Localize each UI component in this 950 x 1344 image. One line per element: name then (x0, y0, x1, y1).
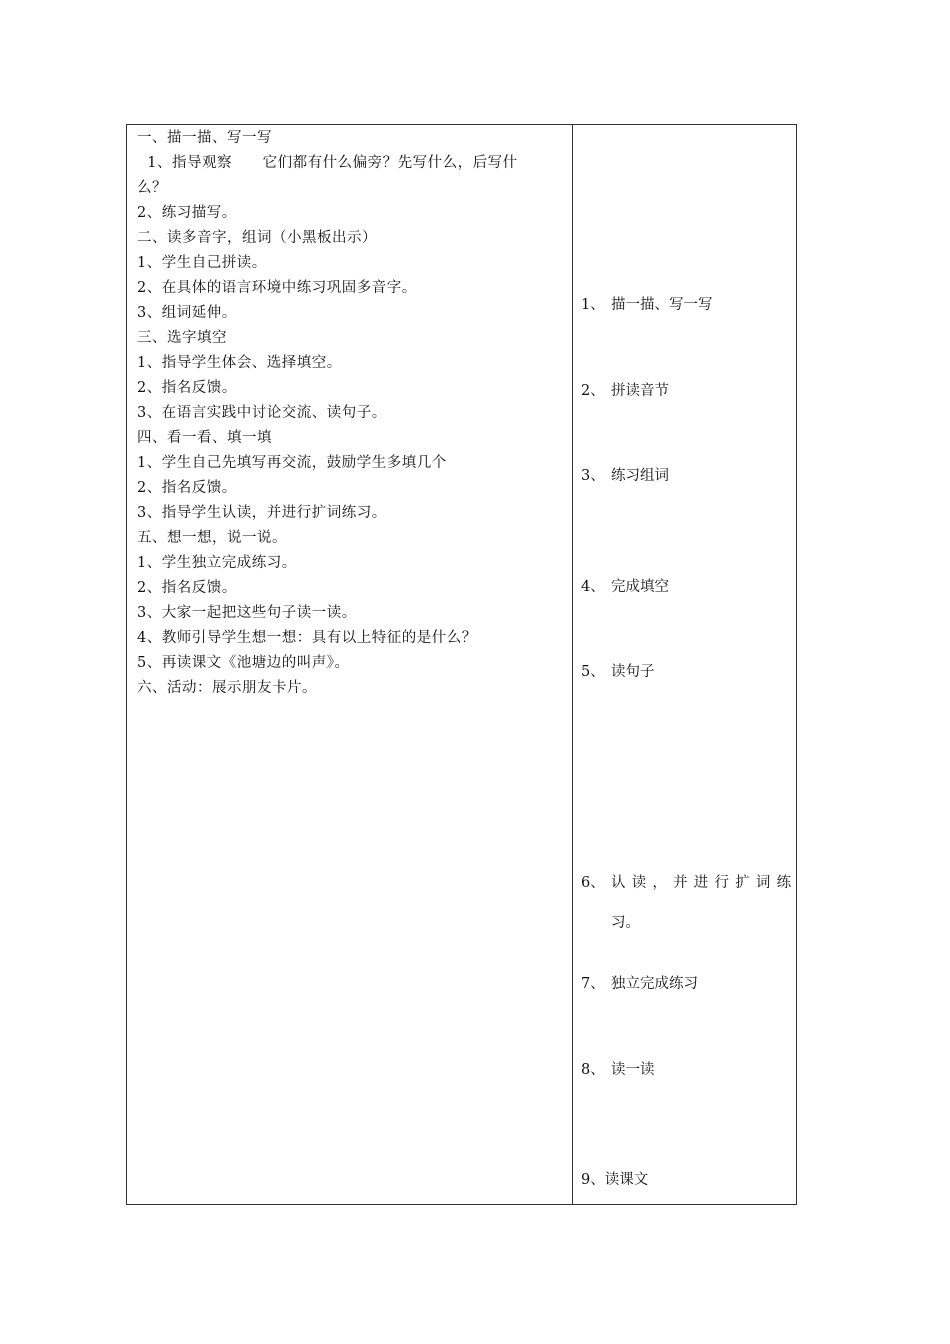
activity-text: 独立完成练习 (611, 976, 698, 992)
left-line: 六、活动：展示朋友卡片。 (137, 680, 317, 696)
left-line: 一、描一描、写一写 (137, 130, 272, 146)
activity-number: 6、 (581, 875, 605, 891)
left-line: 1、指导学生体会、选择填空。 (137, 355, 342, 371)
activity-number: 7、 (581, 976, 605, 992)
activity-text: 描一描、写一写 (611, 297, 713, 313)
left-line: 3、大家一起把这些句子读一读。 (137, 605, 357, 621)
left-line: 五、想一想，说一说。 (137, 530, 287, 546)
left-line: 四、看一看、填一填 (137, 430, 272, 446)
left-line: 3、指导学生认读，并进行扩词练习。 (137, 505, 387, 521)
activity-text: 读句子 (611, 664, 655, 680)
left-line: 3、在语言实践中讨论交流、读句子。 (137, 405, 387, 421)
activity-item (581, 1171, 648, 1189)
left-line: 5、再读课文《池塘边的叫声》。 (137, 655, 350, 671)
activity-text: 9、读课文 (581, 1172, 649, 1188)
left-line: 2、指名反馈。 (137, 580, 237, 596)
left-line: 么？ (137, 180, 167, 196)
activity-number: 8、 (581, 1062, 605, 1078)
lesson-table (126, 124, 797, 1205)
activity-number: 4、 (581, 579, 605, 595)
activity-number: 1、 (581, 297, 605, 313)
activity-number: 5、 (581, 664, 605, 680)
left-line: 4、教师引导学生想一想：具有以上特征的是什么？ (137, 630, 477, 646)
student-activity-cell (573, 125, 797, 1204)
teaching-process-cell (127, 125, 572, 1204)
left-line: 三、选字填空 (137, 330, 227, 346)
left-line: 二、读多音字，组词（小黑板出示） (137, 230, 377, 246)
activity-text: 读一读 (611, 1062, 655, 1078)
activity-number: 3、 (581, 468, 605, 484)
left-line: 1、学生自己拼读。 (137, 255, 267, 271)
left-line: 1、指导观察 它们都有什么偏旁？先写什么，后写什 (137, 155, 518, 171)
left-line: 3、组词延伸。 (137, 305, 237, 321)
activity-text: 拼读音节 (611, 383, 669, 399)
left-line: 2、指名反馈。 (137, 480, 237, 496)
left-line: 2、练习描写。 (137, 205, 237, 221)
left-line: 2、在具体的语言环境中练习巩固多音字。 (137, 280, 417, 296)
activity-text: 练习组词 (611, 468, 669, 484)
activity-number: 2、 (581, 383, 605, 399)
activity-text: 习。 (611, 915, 640, 931)
left-line: 1、学生自己先填写再交流，鼓励学生多填几个 (137, 455, 447, 471)
activity-text: 认读，并进行扩词练 (611, 875, 798, 891)
left-line: 1、学生独立完成练习。 (137, 555, 297, 571)
activity-text: 完成填空 (611, 579, 669, 595)
left-line: 2、指名反馈。 (137, 380, 237, 396)
